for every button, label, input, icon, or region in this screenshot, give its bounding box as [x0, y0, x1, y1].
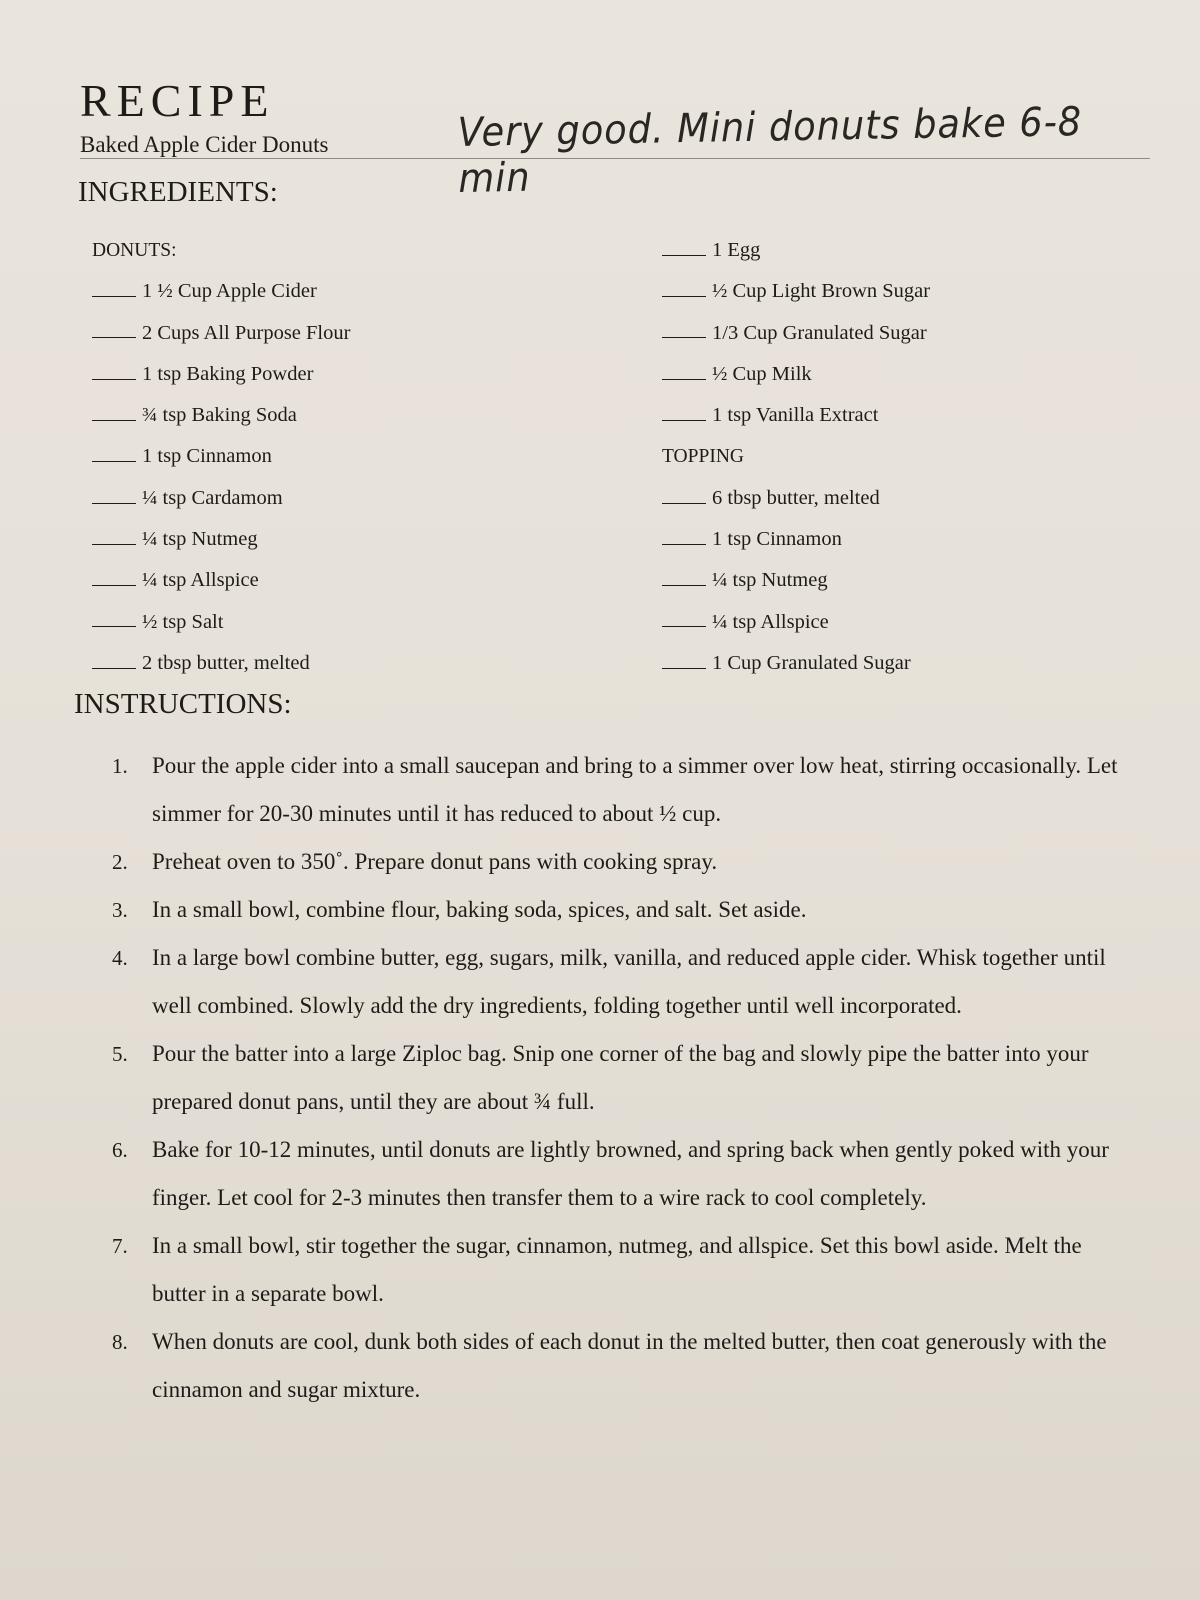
checkbox-blank-line: [662, 255, 706, 256]
handwritten-note: Very good. Mini donuts bake 6-8 min: [457, 99, 1083, 202]
step-number: 1.: [112, 754, 128, 778]
ingredient-item: [662, 313, 930, 354]
checkbox-blank-line: [662, 420, 706, 421]
ingredient-item: [662, 602, 930, 643]
ingredient-text: 1 tsp Baking Powder: [142, 362, 314, 385]
ingredient-item: [92, 436, 350, 477]
ingredient-item: [92, 395, 350, 436]
instruction-step: [112, 886, 1132, 934]
step-text: In a small bowl, stir together the sugar, cinnamon, nutmeg, and allspice. Set this bowl aside. Melt the butter in a separate bowl.: [152, 1233, 1082, 1306]
ingredient-item: [92, 271, 350, 312]
checkbox-blank-line: [92, 544, 136, 545]
ingredient-item: [92, 519, 350, 560]
checkbox-blank-line: [662, 544, 706, 545]
checkbox-blank-line: [92, 668, 136, 669]
checkbox-blank-line: [92, 461, 136, 462]
instruction-step: [112, 1030, 1132, 1126]
topping-list: [662, 478, 930, 684]
ingredient-item: [92, 560, 350, 601]
step-number: 4.: [112, 946, 128, 970]
step-text: In a small bowl, combine flour, baking soda, spices, and salt. Set aside.: [152, 897, 807, 922]
ingredient-item: [662, 478, 930, 519]
checkbox-blank-line: [662, 668, 706, 669]
ingredient-text: 1 Egg: [712, 239, 761, 261]
checkbox-blank-line: [662, 379, 706, 380]
instruction-step: [112, 742, 1132, 838]
ingredient-item: [92, 643, 350, 684]
instruction-step: [112, 1126, 1132, 1222]
ingredients-heading: INGREDIENTS:: [78, 176, 278, 208]
ingredient-item: [92, 602, 350, 643]
checkbox-blank-line: [92, 420, 136, 421]
ingredient-text: 2 tbsp butter, melted: [142, 651, 310, 674]
ingredient-item: [662, 354, 930, 395]
ingredient-text: ¼ tsp Nutmeg: [142, 528, 258, 551]
checkbox-blank-line: [92, 585, 136, 586]
ingredients-right-column: [662, 230, 930, 684]
page-title: RECIPE: [80, 75, 275, 126]
ingredient-item: [662, 230, 930, 271]
ingredient-item: [92, 313, 350, 354]
recipe-name: Baked Apple Cider Donuts: [80, 132, 329, 157]
step-number: 6.: [112, 1138, 128, 1162]
donuts-list-left: [92, 271, 350, 684]
ingredient-text: 2 Cups All Purpose Flour: [142, 321, 351, 344]
checkbox-blank-line: [92, 503, 136, 504]
page-footer: [0, 1584, 1200, 1600]
donuts-label: DONUTS:: [92, 240, 177, 261]
ingredient-text: ½ tsp Salt: [142, 610, 224, 633]
ingredient-text: 6 tbsp butter, melted: [712, 486, 880, 509]
donuts-list-right: [662, 230, 930, 436]
step-text: Pour the apple cider into a small saucepan and bring to a simmer over low heat, stirring occasionally. Let simmer for 20-30 minutes until it has reduced to about ½ cup.: [152, 753, 1118, 826]
step-number: 3.: [112, 898, 128, 922]
checkbox-blank-line: [92, 379, 136, 380]
title-underline: [80, 158, 1150, 159]
checkbox-blank-line: [662, 585, 706, 586]
ingredient-text: 1 Cup Granulated Sugar: [712, 651, 911, 674]
instruction-step: [112, 1222, 1132, 1318]
checkbox-blank-line: [92, 337, 136, 338]
ingredient-item: [662, 560, 930, 601]
ingredient-text: 1 tsp Cinnamon: [142, 445, 272, 468]
ingredient-text: ¼ tsp Cardamom: [142, 486, 283, 509]
ingredient-text: ½ Cup Milk: [712, 362, 812, 385]
ingredient-text: 1/3 Cup Granulated Sugar: [712, 321, 927, 344]
checkbox-blank-line: [662, 296, 706, 297]
ingredient-item: [662, 643, 930, 684]
ingredient-text: ¼ tsp Allspice: [712, 610, 829, 633]
ingredient-item: [662, 519, 930, 560]
ingredient-text: 1 tsp Cinnamon: [712, 528, 842, 551]
checkbox-blank-line: [662, 337, 706, 338]
ingredient-text: 1 tsp Vanilla Extract: [712, 404, 879, 427]
instruction-step: [112, 838, 1132, 886]
instructions-heading: INSTRUCTIONS:: [74, 688, 292, 720]
step-text: Bake for 10-12 minutes, until donuts are lightly browned, and spring back when gently poked with your finger. Let cool for 2-3 minutes then transfer them to a wire rack to cool completely.: [152, 1137, 1109, 1210]
step-text: Preheat oven to 350˚. Prepare donut pans with cooking spray.: [152, 849, 718, 874]
step-number: 8.: [112, 1330, 128, 1354]
step-number: 5.: [112, 1042, 128, 1066]
instruction-step: [112, 1318, 1132, 1414]
topping-label: TOPPING: [662, 446, 744, 468]
checkbox-blank-line: [662, 503, 706, 504]
checkbox-blank-line: [662, 626, 706, 627]
ingredient-item: [662, 395, 930, 436]
step-number: 7.: [112, 1234, 128, 1258]
ingredients-left-column: [92, 230, 350, 684]
step-text: In a large bowl combine butter, egg, sugars, milk, vanilla, and reduced apple cider. Whisk together until well combined. Slowly add the dry ingredients, folding together until well incorporated.: [152, 945, 1106, 1018]
ingredient-text: 1 ½ Cup Apple Cider: [142, 280, 317, 303]
ingredient-item: [662, 271, 930, 312]
step-text: Pour the batter into a large Ziploc bag. Snip one corner of the bag and slowly pipe the batter into your prepared donut pans, until they are about ¾ full.: [152, 1041, 1089, 1114]
instruction-step: [112, 934, 1132, 1030]
ingredient-text: ½ Cup Light Brown Sugar: [712, 280, 931, 303]
ingredient-item: [92, 354, 350, 395]
ingredient-text: ¼ tsp Nutmeg: [712, 569, 828, 592]
checkbox-blank-line: [92, 296, 136, 297]
instructions-list: [112, 742, 1132, 1414]
checkbox-blank-line: [92, 626, 136, 627]
ingredient-item: [92, 478, 350, 519]
ingredient-text: ¾ tsp Baking Soda: [142, 404, 297, 427]
step-text: When donuts are cool, dunk both sides of each donut in the melted butter, then coat generously with the cinnamon and sugar mixture.: [152, 1329, 1107, 1402]
ingredient-text: ¼ tsp Allspice: [142, 569, 259, 592]
step-number: 2.: [112, 850, 128, 874]
